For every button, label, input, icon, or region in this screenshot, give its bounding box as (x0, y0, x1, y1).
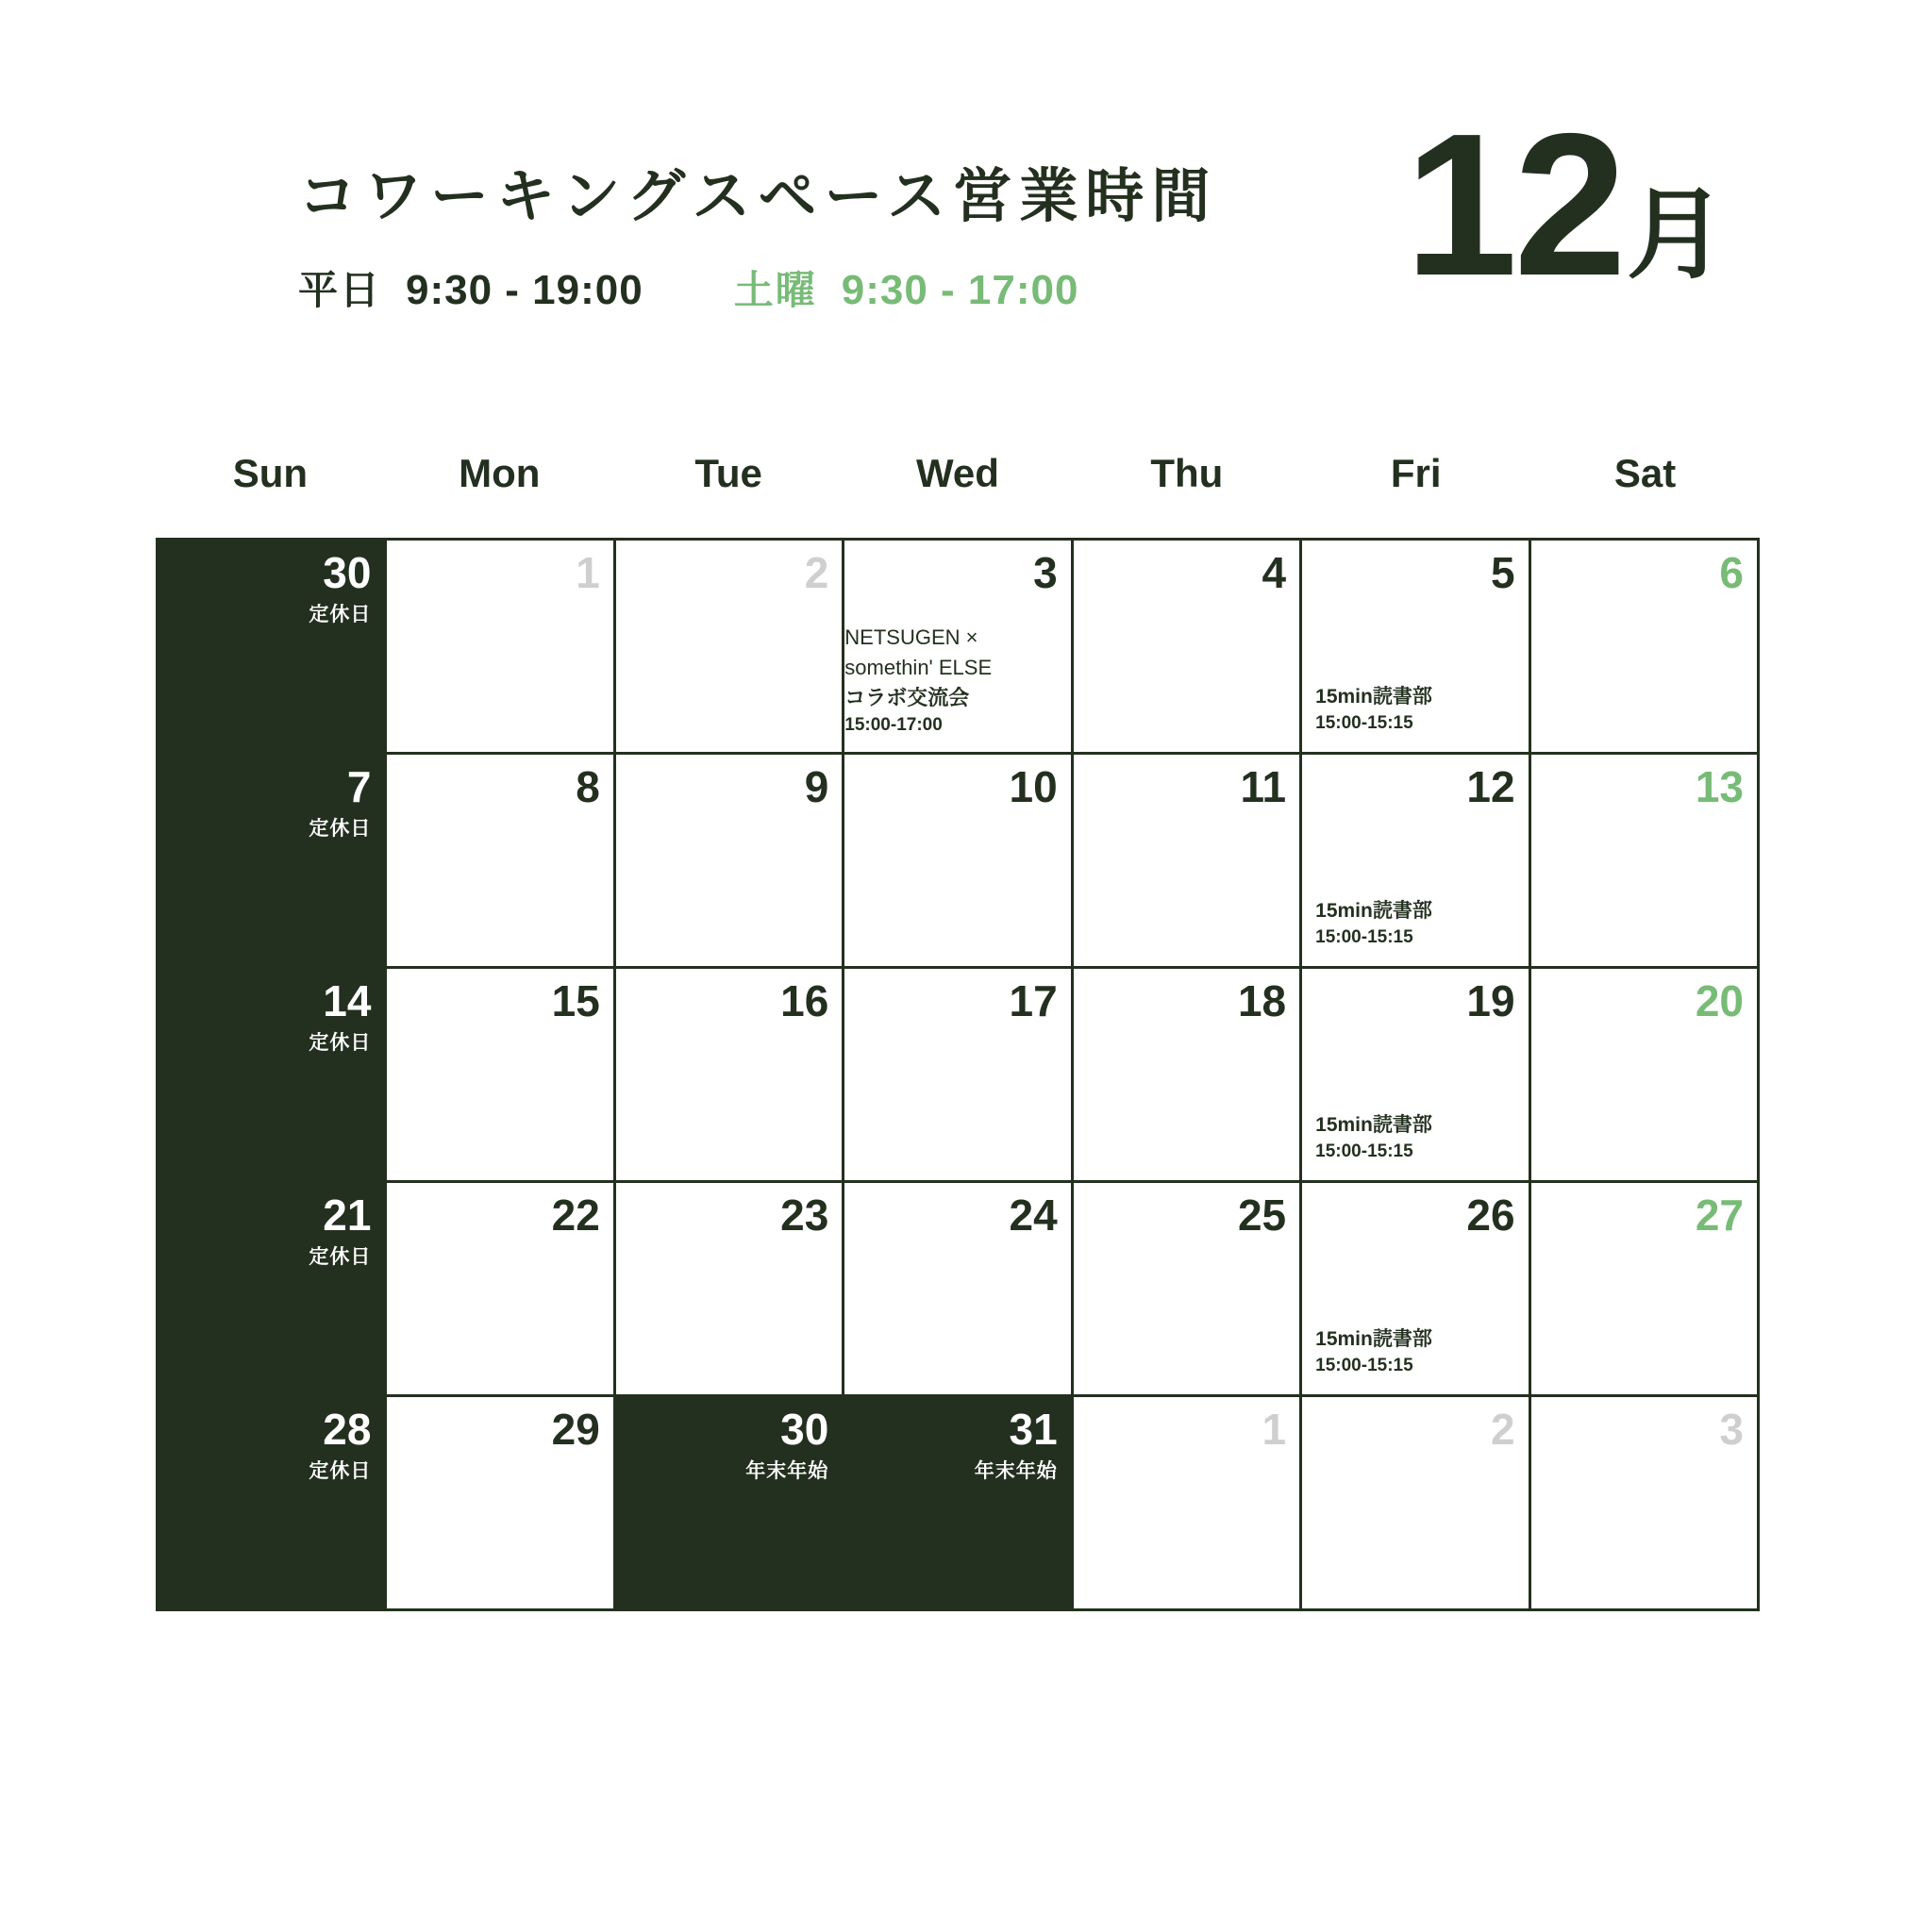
saturday-hours-group (734, 259, 1079, 316)
saturday-hours-label: 土曜 (733, 268, 817, 313)
day-status-label: 定休日 (309, 818, 372, 841)
day-number: 5 (1490, 548, 1515, 597)
calendar-day-cell (616, 969, 844, 1183)
event-title-emphasis: コラボ交流会 (844, 686, 970, 710)
day-number: 3 (1719, 1405, 1744, 1454)
day-number: 29 (551, 1405, 600, 1454)
calendar-day-cell (1302, 755, 1530, 969)
day-status-label: 年末年始 (974, 1460, 1058, 1483)
calendar-day-cell (159, 1397, 387, 1611)
calendar-day-cell (1531, 1183, 1760, 1397)
calendar-day-cell (159, 969, 387, 1183)
event-list (1315, 683, 1514, 737)
weekday-label-thu: Thu (1150, 451, 1224, 495)
day-number: 20 (1695, 976, 1744, 1025)
calendar-day-cell (159, 755, 387, 969)
day-number: 21 (323, 1191, 372, 1240)
calendar-day-cell (387, 1183, 615, 1397)
calendar-day-cell (616, 1397, 844, 1611)
event-title-line: somethin' ELSE (844, 656, 993, 680)
day-number: 6 (1719, 548, 1744, 597)
event-list (1315, 1111, 1514, 1165)
calendar-day-cell (616, 755, 844, 969)
event-list (1315, 897, 1514, 951)
calendar-day-cell (1531, 755, 1760, 969)
weekday-label-mon: Mon (459, 451, 541, 495)
day-number: 9 (804, 762, 829, 811)
day-status-label: 定休日 (309, 604, 372, 626)
day-number: 8 (576, 762, 600, 811)
day-number: 13 (1695, 762, 1744, 811)
month-display (1404, 91, 1726, 318)
event-title: 15min読書部 (1315, 686, 1432, 708)
month-suffix: 月 (1626, 179, 1726, 291)
calendar-day-cell (616, 1183, 844, 1397)
weekday-label-wed: Wed (916, 451, 999, 495)
event-title: 15min読書部 (1315, 900, 1432, 923)
event-entry (1315, 683, 1514, 737)
calendar-day-cell (844, 1183, 1073, 1397)
calendar-grid (156, 538, 1760, 1611)
calendar-day-cell (844, 755, 1073, 969)
day-number: 19 (1466, 976, 1515, 1025)
day-number: 26 (1466, 1191, 1515, 1240)
saturday-hours-value: 9:30 - 17:00 (841, 267, 1079, 314)
day-number: 18 (1237, 976, 1287, 1025)
weekday-label-fri: Fri (1390, 451, 1442, 495)
event-time: 15:00-17:00 (844, 715, 943, 736)
event-title-line: NETSUGEN × (844, 625, 978, 650)
day-number: 24 (1009, 1191, 1058, 1240)
event-time: 15:00-15:15 (1315, 1356, 1413, 1376)
calendar-day-cell (387, 755, 615, 969)
day-number: 16 (780, 976, 829, 1025)
calendar-day-cell (1074, 1397, 1302, 1611)
day-number: 15 (551, 976, 600, 1025)
event-time: 15:00-15:15 (1315, 713, 1413, 734)
event-list (1315, 1325, 1514, 1379)
calendar-day-cell (844, 541, 1073, 755)
day-number: 14 (323, 976, 372, 1025)
calendar-day-cell (1531, 1397, 1760, 1611)
day-status-label: 定休日 (309, 1246, 372, 1269)
weekday-hours-value: 9:30 - 19:00 (406, 267, 643, 314)
day-number: 3 (1033, 548, 1058, 597)
day-number: 25 (1237, 1191, 1287, 1240)
page-title: コワーキングスペース営業時間 (298, 164, 1218, 229)
day-number: 28 (323, 1405, 372, 1454)
weekday-header-row (156, 451, 1760, 496)
event-title: 15min読書部 (1315, 1328, 1432, 1351)
day-number: 2 (1490, 1405, 1515, 1454)
calendar-day-cell (1302, 1183, 1530, 1397)
calendar-day-cell (387, 541, 615, 755)
calendar-day-cell (159, 1183, 387, 1397)
calendar-day-cell (1302, 1397, 1530, 1611)
day-number: 17 (1009, 976, 1058, 1025)
day-number: 23 (780, 1191, 829, 1240)
calendar-day-cell (1074, 1183, 1302, 1397)
day-number: 31 (1009, 1405, 1058, 1454)
calendar-day-cell (1531, 969, 1760, 1183)
day-number: 30 (780, 1405, 829, 1454)
weekday-label-tue: Tue (694, 451, 762, 495)
calendar-day-cell (1531, 541, 1760, 755)
day-number: 2 (804, 548, 829, 597)
day-number: 10 (1009, 762, 1058, 811)
weekday-label-sat: Sat (1613, 451, 1677, 495)
day-number: 27 (1695, 1191, 1744, 1240)
business-hours-row (298, 259, 1327, 316)
calendar-day-cell (1074, 969, 1302, 1183)
calendar-day-cell (1074, 755, 1302, 969)
day-number: 22 (551, 1191, 600, 1240)
day-number: 12 (1466, 762, 1515, 811)
event-title: 15min読書部 (1315, 1114, 1432, 1137)
day-number: 7 (346, 762, 372, 811)
event-entry (1315, 1111, 1514, 1165)
day-status-label: 定休日 (309, 1460, 372, 1483)
calendar-day-cell (1302, 541, 1530, 755)
calendar-day-cell (616, 541, 844, 755)
day-status-label: 年末年始 (745, 1460, 829, 1483)
month-number: 12 (1404, 91, 1623, 318)
day-number: 4 (1262, 548, 1287, 597)
header-text-block (298, 165, 1327, 316)
event-entry (1315, 897, 1514, 951)
calendar-day-cell (159, 541, 387, 755)
day-number: 1 (1262, 1405, 1287, 1454)
event-time: 15:00-15:15 (1315, 927, 1413, 948)
weekday-label-sun: Sun (232, 451, 309, 495)
poster-header (0, 91, 1905, 387)
calendar-day-cell (1302, 969, 1530, 1183)
event-entry (844, 623, 1070, 739)
day-number: 30 (323, 548, 372, 597)
calendar-day-cell (1074, 541, 1302, 755)
calendar-day-cell (844, 1397, 1073, 1611)
event-entry (1315, 1325, 1514, 1379)
calendar-day-cell (844, 969, 1073, 1183)
calendar-day-cell (387, 969, 615, 1183)
calendar-day-cell (387, 1397, 615, 1611)
day-number: 11 (1240, 762, 1287, 811)
day-status-label: 定休日 (309, 1032, 372, 1055)
day-number: 1 (576, 548, 600, 597)
weekday-hours-label: 平日 (298, 268, 382, 313)
event-time: 15:00-15:15 (1315, 1141, 1413, 1162)
